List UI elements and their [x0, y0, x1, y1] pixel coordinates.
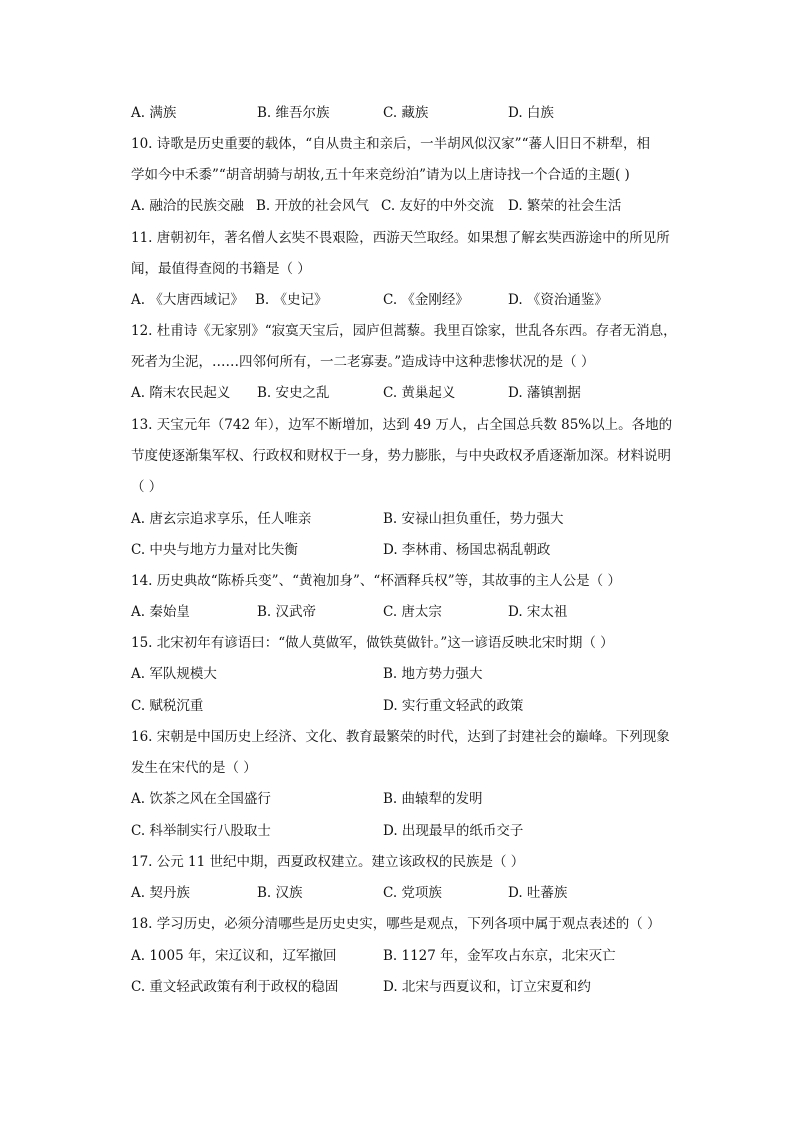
q16-option-b[interactable]: B. 曲辕犁的发明 — [383, 791, 483, 807]
q13-answer-bracket: （ ） — [131, 479, 163, 495]
q15-option-b[interactable]: B. 地方势力强大 — [383, 666, 483, 682]
q9-option-c[interactable]: C. 藏族 — [383, 105, 429, 121]
q17-option-a[interactable]: A. 契丹族 — [131, 885, 190, 901]
q17-stem-text: 17. 公元 11 世纪中期，西夏政权建立。建立该政权的民族是（ ） — [131, 854, 525, 870]
q11-option-a[interactable]: A. 《大唐西域记》 — [131, 292, 244, 308]
q10-stem-text-cont: 学如今中禾黍”“胡音胡骑与胡妆,五十年来竞纷泊”请为以上唐诗找一个合适的主题( ) — [131, 167, 630, 183]
q13-option-a[interactable]: A. 唐玄宗追求享乐，任人唯亲 — [131, 511, 312, 527]
q16-option-a[interactable]: A. 饮茶之风在全国盛行 — [131, 791, 271, 807]
q10-option-b[interactable]: B. 开放的社会风气 — [256, 198, 370, 214]
q9-option-a[interactable]: A. 满族 — [131, 105, 177, 121]
q9-option-b[interactable]: B. 维吾尔族 — [257, 105, 330, 121]
q12-stem-text-cont: 死者为尘泥，……四邻何所有，一二老寡妻。”造成诗中这种悲惨状况的是（ ） — [131, 354, 595, 370]
q13-stem-text-cont: 节度使逐渐集军权、行政权和财权于一身，势力膨胀，与中央政权矛盾逐渐加深。材料说明 — [131, 448, 671, 464]
q18-option-d[interactable]: D. 北宋与西夏议和，订立宋夏和约 — [383, 979, 591, 995]
q11-stem-text-cont: 闻，最值得查阅的书籍是（ ） — [131, 261, 311, 277]
q11-option-b[interactable]: B. 《史记》 — [255, 292, 328, 308]
q13-option-b[interactable]: B. 安禄山担负重任，势力强大 — [383, 511, 564, 527]
q12-option-b[interactable]: B. 安史之乱 — [257, 385, 330, 401]
q10-option-a[interactable]: A. 融洽的民族交融 — [131, 198, 244, 214]
q17-option-c[interactable]: C. 党项族 — [383, 885, 442, 901]
q9-option-d[interactable]: D. 白族 — [508, 105, 554, 121]
q12-option-c[interactable]: C. 黄巢起义 — [383, 385, 456, 401]
q10-option-d[interactable]: D. 繁荣的社会生活 — [508, 198, 622, 214]
q16-option-d[interactable]: D. 出现最早的纸币交子 — [383, 823, 524, 839]
q13-option-d[interactable]: D. 李林甫、杨国忠祸乱朝政 — [383, 542, 551, 558]
q18-option-c[interactable]: C. 重文轻武政策有利于政权的稳固 — [131, 979, 339, 995]
q14-option-c[interactable]: C. 唐太宗 — [383, 604, 442, 620]
q12-option-d[interactable]: D. 藩镇割据 — [508, 385, 581, 401]
q15-stem-text: 15. 北宋初年有谚语曰：“做人莫做军，做铁莫做针。”这一谚语反映北宋时期（ ） — [131, 635, 614, 651]
q11-option-c[interactable]: C. 《金刚经》 — [383, 292, 469, 308]
q12-option-a[interactable]: A. 隋末农民起义 — [131, 385, 231, 401]
q17-option-b[interactable]: B. 汉族 — [257, 885, 303, 901]
q18-option-a[interactable]: A. 1005 年，宋辽议和，辽军撤回 — [131, 948, 337, 964]
q18-option-b[interactable]: B. 1127 年，金军攻占东京，北宋灭亡 — [383, 948, 616, 964]
q15-option-d[interactable]: D. 实行重文轻武的政策 — [383, 698, 524, 714]
q12-stem-text: 12. 杜甫诗《无家别》“寂寞天宝后，园庐但蒿藜。我里百馀家，世乱各东西。存者无消息， — [131, 323, 677, 339]
q10-option-c[interactable]: C. 友好的中外交流 — [381, 198, 494, 214]
q16-stem-text: 16. 宋朝是中国历史上经济、文化、教育最繁荣的时代，达到了封建社会的巅峰。下列现象 — [131, 729, 670, 745]
q16-option-c[interactable]: C. 科举制实行八股取士 — [131, 823, 271, 839]
q15-option-a[interactable]: A. 军队规模大 — [131, 666, 217, 682]
q11-option-d[interactable]: D. 《资治通鉴》 — [508, 292, 608, 308]
q14-stem-text: 14. 历史典故“陈桥兵变”、“黄袍加身”、“杯酒释兵权”等，其故事的主人公是（ ） — [131, 573, 621, 589]
q13-option-c[interactable]: C. 中央与地方力量对比失衡 — [131, 542, 298, 558]
q16-stem-text-cont: 发生在宋代的是（ ） — [131, 760, 257, 776]
q18-stem-text: 18. 学习历史，必须分清哪些是历史史实，哪些是观点，下列各项中属于观点表述的（ ） — [131, 916, 661, 932]
q14-option-d[interactable]: D. 宋太祖 — [508, 604, 568, 620]
q11-stem-text: 11. 唐朝初年，著名僧人玄奘不畏艰险，西游天竺取经。如果想了解玄奘西游途中的所见所 — [131, 230, 670, 246]
q14-option-a[interactable]: A. 秦始皇 — [131, 604, 190, 620]
q17-option-d[interactable]: D. 吐蕃族 — [508, 885, 568, 901]
q10-stem-text: 10. 诗歌是历史重要的载体，“自从贵主和亲后，一半胡风似汉家”“蕃人旧日不耕犁，相 — [131, 136, 650, 152]
q13-stem-text: 13. 天宝元年（742 年），边军不断增加，达到 49 万人，占全国总兵数 85%以上。各地的 — [131, 417, 673, 433]
q14-option-b[interactable]: B. 汉武帝 — [257, 604, 317, 620]
q15-option-c[interactable]: C. 赋税沉重 — [131, 698, 204, 714]
